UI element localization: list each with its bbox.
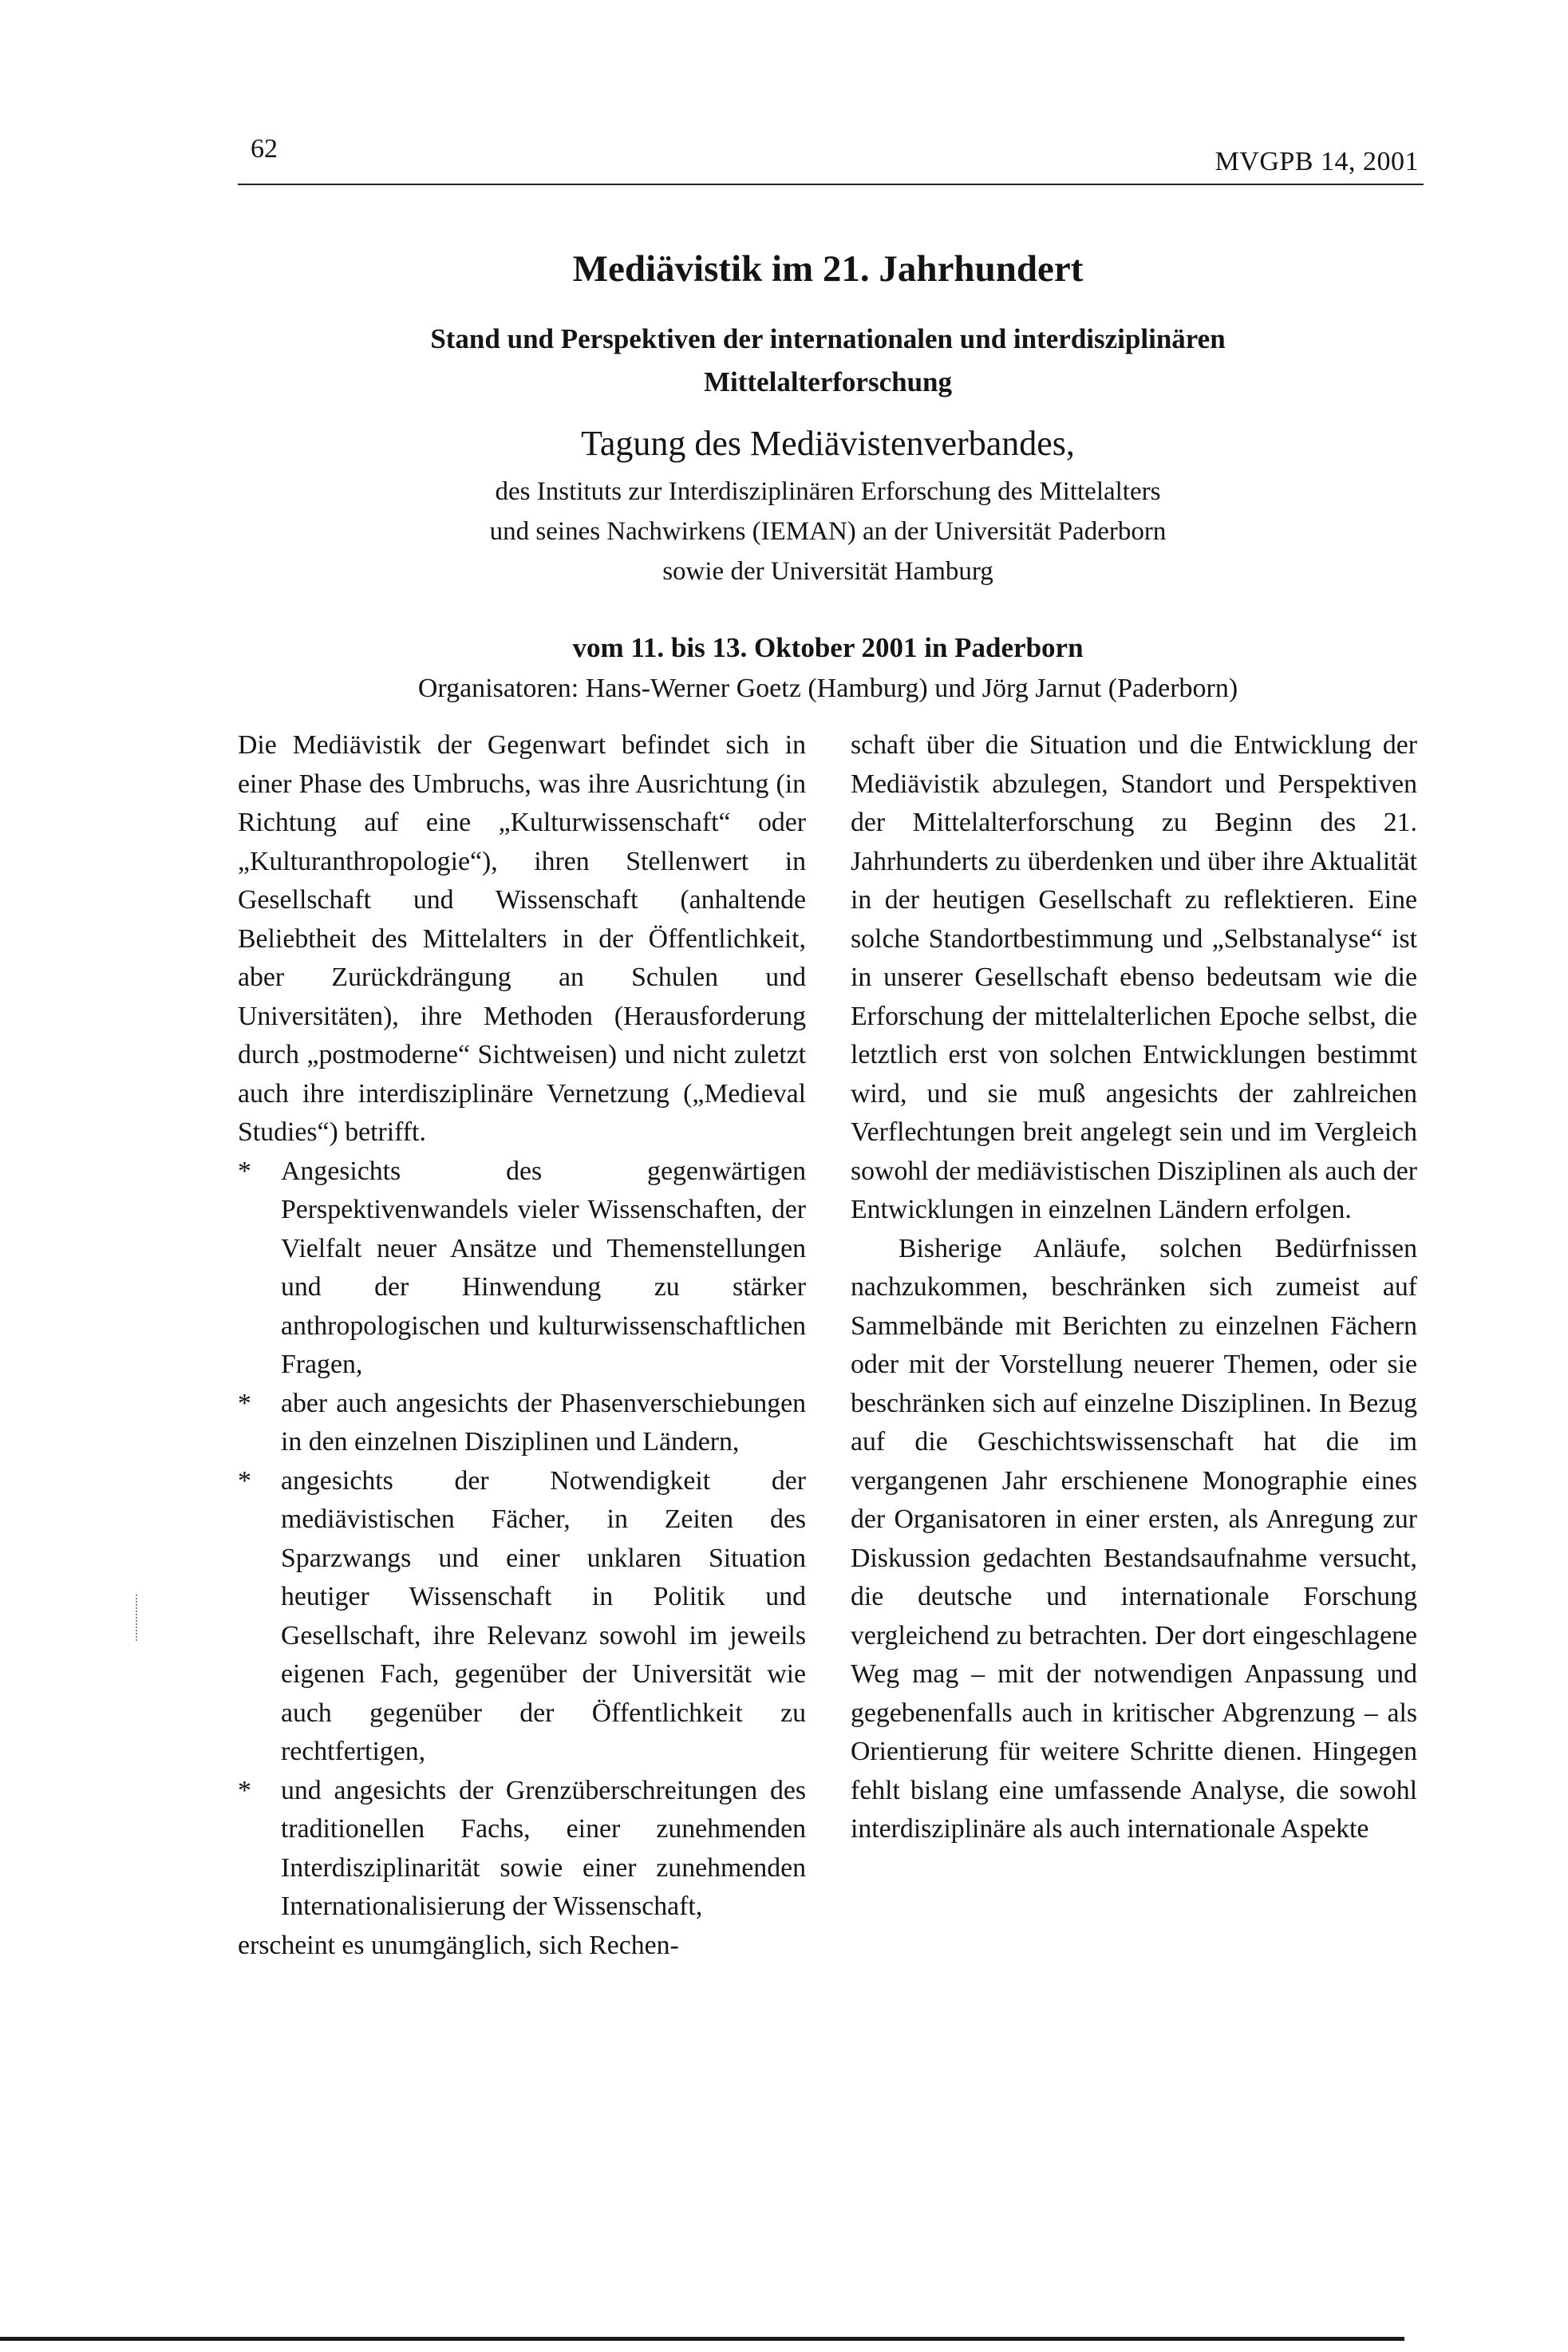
bullet-text: angesichts der Notwendigkeit der mediävistischen Fächer, in Zeiten des Sparzwangs und einer unklaren Situation heutiger Wissenschaft in Politik und Gesellschaft, ihre Relevanz sowohl im jeweils eigenen Fach, gegenüber der Universität wie auch gegenüber der Öffentlichkeit zu rechtfertigen, [281,1465,806,1766]
conference-heading: Tagung des Mediävistenverbandes, [581,424,1075,463]
institution-line: und seines Nachwirkens (IEMAN) an der Universität Paderborn [489,517,1167,546]
bullet-item [238,1152,806,1385]
host-institutions [0,472,1568,591]
right-column [851,726,1417,1849]
asterisk-bullet: * [238,1388,251,1418]
article-title: Mediävistik im 21. Jahrhundert [572,248,1084,290]
journal-reference: MVGPB 14, 2001 [1215,147,1419,176]
bullet-item [238,1772,806,1927]
subtitle-line: Mittelalterforschung [703,366,953,397]
scan-mark [136,1595,139,1641]
asterisk-bullet: * [238,1465,251,1496]
page-number: 62 [251,134,278,164]
bullet-item [238,1385,806,1462]
bullet-text: Angesichts des gegenwärtigen Perspektivenwandels vieler Wissenschaften, der Vielfalt neuer Ansätze und Themenstellungen und der Hinwendung zu stärker anthropologischen und kulturwissenschaftlichen Fragen, [281,1156,806,1379]
organizers: Organisatoren: Hans-Werner Goetz (Hamburg) und Jörg Jarnut (Paderborn) [417,674,1238,703]
closing-line: erscheint es unumgänglich, sich Rechen- [238,1930,679,1960]
left-column [238,726,806,1965]
paragraph-continuation: schaft über die Situation und die Entwicklung der Mediävistik abzulegen, Standort und Perspektiven der Mittelalterforschung zu Beginn des 21. Jahrhunderts zu überdenken und über ihre Aktualität in der heutigen Gesellschaft zu reflektieren. Eine solche Standortbestimmung und „Selbstanalyse“ ist in unserer Gesellschaft ebenso bedeutsam wie die Erforschung der mittelalterlichen Epoche selbst, die letztlich erst von solchen Entwicklungen bestimmt wird, und sie muß angesichts der zahlreichen Verflechtungen breit angelegt sein und im Vergleich sowohl der mediävistischen Disziplinen als auch der Entwicklungen in einzelnen Ländern erfolgen. [851,730,1417,1224]
bullet-item [238,1462,806,1772]
institution-line: des Instituts zur Interdisziplinären Erforschung des Mittelalters [495,477,1161,506]
bullet-text: aber auch angesichts der Phasenverschiebungen in den einzelnen Disziplinen und Ländern, [281,1388,806,1457]
asterisk-bullet: * [238,1156,251,1186]
bullet-text: und angesichts der Grenzüberschreitungen des traditionellen Fachs, einer zunehmenden Interdisziplinarität sowie einer zunehmenden Internationalisierung der Wissenschaft, [281,1775,806,1921]
page-header [238,134,1424,185]
article-subtitle [0,318,1568,404]
institution-line: sowie der Universität Hamburg [662,557,993,586]
subtitle-line: Stand und Perspektiven der internationalen und interdisziplinären [430,323,1226,354]
intro-paragraph: Die Mediävistik der Gegenwart befindet sich in einer Phase des Umbruchs, was ihre Ausrichtung (in Richtung auf eine „Kulturwissenschaft“ oder „Kulturanthropologie“), ihren Stellenwert in Gesellschaft und Wissenschaft (anhaltende Beliebtheit des Mittelalters in der Öffentlichkeit, aber Zurückdrängung an Schulen und Universitäten), ihre Methoden (Herausforderung durch „postmoderne“ Sichtweisen) und nicht zuletzt auch ihre interdisziplinäre Vernetzung („Medieval Studies“) betrifft. [238,730,806,1147]
bottom-rule [0,2337,1404,2341]
paragraph: Bisherige Anläufe, solchen Bedürfnissen nachzukommen, beschränken sich zumeist auf Sammelbände mit Berichten zu einzelnen Fächern oder mit der Vorstellung neuerer Themen, oder sie beschränken sich auf einzelne Disziplinen. In Bezug auf die Geschichtswissenschaft hat die im vergangenen Jahr erschienene Monographie eines der Organisatoren in einer ersten, als Anregung zur Diskussion gedachten Bestandsaufnahme versucht, die deutsche und internationale Forschung vergleichend zu betrachten. Der dort eingeschlagene Weg mag – mit der notwendigen Anpassung und gegebenenfalls auch in kritischer Abgrenzung – als Orientierung für weitere Schritte dienen. Hingegen fehlt bislang eine umfassende Analyse, die sowohl interdisziplinäre als auch internationale Aspekte [851,1233,1417,1844]
asterisk-bullet: * [238,1775,251,1805]
conference-date: vom 11. bis 13. Oktober 2001 in Paderborn [572,632,1084,663]
